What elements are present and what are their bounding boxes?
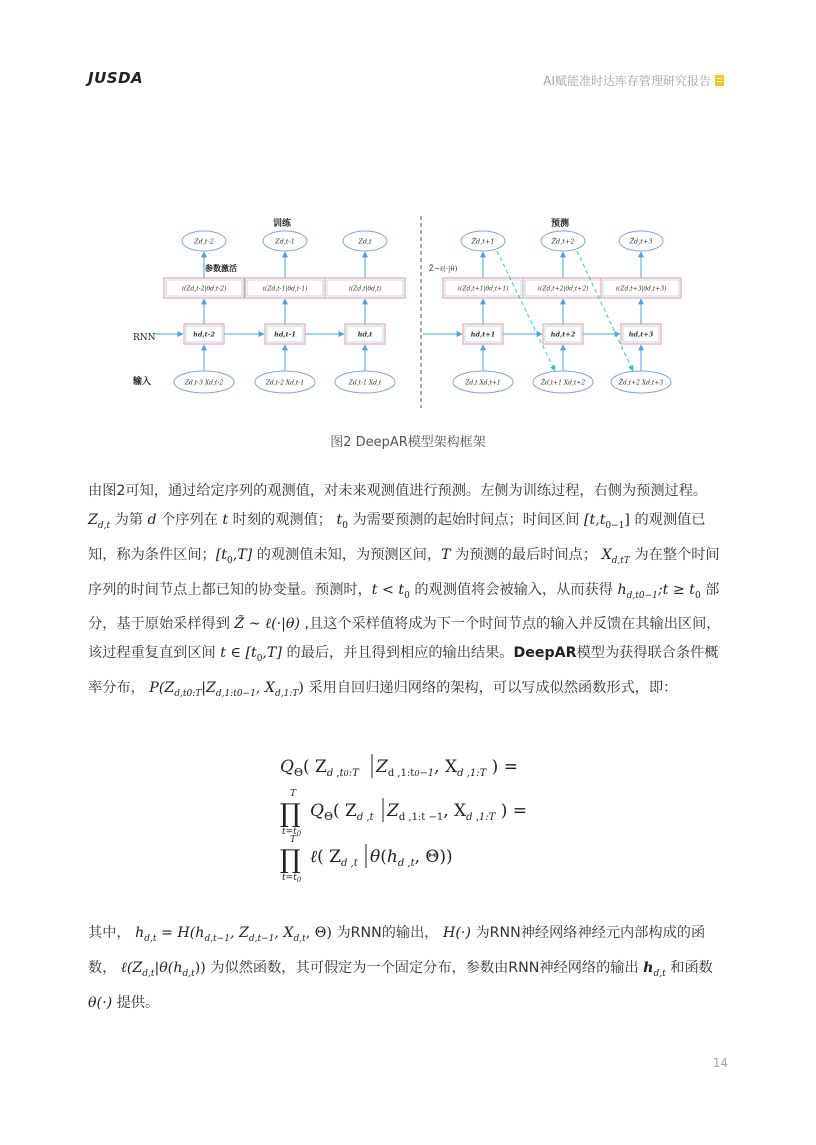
input-label: Zd,t-2 Xd,t-1: [265, 379, 305, 387]
math-end: ,T]: [232, 546, 253, 563]
text-span: 其中，: [88, 925, 131, 941]
predict-title: 预测: [550, 219, 570, 229]
output-label: Z̃d,t+2: [551, 237, 575, 246]
math-sub: 0−1: [605, 520, 625, 531]
math-sub: 0: [694, 590, 701, 601]
output-label: Zd,t-2: [194, 237, 214, 246]
flow-arrow: [577, 251, 633, 371]
document-icon: [715, 75, 724, 86]
svg-text:T: T: [290, 835, 297, 845]
input-label: 输入: [133, 377, 152, 387]
deepar-bold: DeepAR: [513, 645, 577, 662]
flow-arrow: [497, 251, 555, 371]
output-label: Zd,t-1: [275, 237, 295, 246]
math-end: ;t ≥ t: [657, 581, 695, 598]
text-span: 和函数: [670, 959, 713, 976]
math-sub: d,1:T: [275, 689, 299, 700]
math-t0: t: [336, 512, 343, 528]
math-sub: d,t: [182, 968, 195, 979]
hidden-label: hd,t+1: [470, 330, 496, 339]
math-end: ): [298, 680, 304, 697]
equation-line-3: [280, 835, 453, 884]
math-end: )): [194, 959, 206, 976]
svg-text:θ(hd ,t, Θ)): $\theta(h_{d ,t}$, Θ)): [370, 847, 453, 869]
math-d: d: [147, 512, 157, 528]
hidden-label: hd,t-2: [193, 330, 215, 339]
paragraph-definitions: [88, 919, 728, 1018]
math-sub: d,t: [293, 933, 306, 944]
math-end: ,T]: [262, 645, 282, 662]
math-sub: d,1:t0−1: [215, 689, 256, 700]
deepar-architecture-figure: [125, 208, 701, 412]
param-label: 参数激活: [205, 264, 237, 273]
math-sub: d,t: [653, 968, 666, 979]
likelihood-equation: [280, 748, 600, 888]
math-sub: d,t: [97, 520, 111, 531]
svg-text:∏: ∏: [280, 799, 301, 829]
input-label: Z̃d,t+1 Xd,t+2: [540, 379, 586, 387]
page-number: 14: [712, 1056, 728, 1070]
math-end: ]: [624, 512, 630, 528]
likelihood-label: ℓ(Zd,t-2|θd,t-2): [181, 285, 227, 293]
output-label: Z̃d,t+3: [629, 237, 653, 246]
output-label: Zd,t: [358, 237, 372, 246]
math-h: h: [617, 581, 627, 598]
svg-text:∏: ∏: [280, 845, 301, 875]
likelihood-label: ℓ(Zd,t+1|θd,t+1): [457, 285, 509, 293]
text-span: 的观测值将会被输入，从而获得: [414, 581, 613, 598]
text-span: 个序列在: [161, 512, 218, 528]
text-span: 时刻的观测值；: [232, 512, 332, 528]
equation-line-2: [280, 789, 527, 838]
svg-text:t=t0: $t=t_0$: [282, 827, 302, 838]
text-span: 为预测的最后时间点；: [455, 546, 598, 563]
text-span: 的观测值已知，称为条件区间；: [88, 512, 706, 563]
math-z: Z: [88, 512, 98, 528]
text-span: 的观测值未知，为预测区间，: [256, 546, 442, 563]
svg-text:Zd ,1:t −1, Xd ,1:T ) =: $Z_{d ,1:t -1}$, $X_{d ,1:T}$ ) =: [387, 801, 528, 823]
svg-text:QΘ( Zd ,t: $Q_\Theta$( $Z_{d ,t}$: [310, 801, 374, 823]
svg-text:T: T: [290, 789, 297, 799]
hidden-label: hd,t-1: [274, 330, 296, 339]
math-sub: d,t0:T: [174, 689, 202, 700]
math-c: , Z: [229, 925, 249, 941]
report-title: [543, 72, 724, 89]
company-logo: JUSDA: [88, 69, 144, 87]
math-sub: d,tT: [611, 555, 630, 566]
math-sample: Z̃ ~ ℓ(·|θ): [234, 616, 300, 633]
svg-text:ℓ( Zd ,t: ℓ( $Z_{d ,t}$: [310, 847, 358, 869]
hidden-label: hd,t: [357, 330, 373, 339]
text-span: 由图2可知，通过给定序列的观测值，对未来观测值进行预测。左侧为训练过程，右侧为预测过程。: [88, 483, 708, 499]
math-c: , X: [274, 925, 294, 941]
text-span: 为似然函数，其可假定为一个固定分布，参数由RNN神经网络的输出: [210, 959, 639, 976]
math-h: h: [643, 959, 654, 976]
math-sub: d,t: [144, 933, 157, 944]
sample-label: Z̃~ℓ(·|θ): [429, 265, 458, 273]
math-p: P(Z: [149, 680, 175, 697]
math-sub: 0: [256, 654, 263, 665]
text-span: 为在整个时间序列的时间节点上都已知的协变量。预测时，: [88, 546, 720, 598]
math-sub: 0: [342, 520, 348, 531]
math-t: t: [222, 512, 229, 528]
input-label: Zd,t-1 Xd,t: [348, 379, 382, 387]
math-mid: |θ(h: [154, 959, 183, 976]
input-label: Z̃d,t+2 Xd,t+3: [618, 379, 664, 387]
likelihood-label: ℓ(Zd,t-1|θd,t-1): [262, 285, 308, 293]
figure-nodes: [154, 231, 681, 393]
math-sub: d,t−1: [204, 933, 230, 944]
text-span: 提供。: [116, 994, 160, 1011]
text-span: 采用自回归递归网络的架构，可以写成似然函数形式，即：: [308, 680, 678, 697]
math-H: H(·): [442, 925, 471, 941]
text-span: 为第: [114, 512, 144, 528]
rnn-label: RNN: [133, 333, 156, 343]
math-interval: [t,t: [583, 512, 606, 528]
math-sub: 0: [404, 590, 410, 601]
math-h: h: [135, 925, 145, 941]
text-span: ,且这个采样值将成为下一个时间节点的输入并反馈在其输出区间，该过程重复直到区间: [88, 616, 721, 662]
math-sub: d,t0−1: [626, 590, 658, 601]
math-sub: d,t: [142, 968, 155, 979]
math-T: T: [441, 546, 451, 563]
text-span: 为RNN的输出，: [336, 925, 439, 941]
text-span: 为需要预测的起始时间点；时间区间: [352, 512, 580, 528]
math-likelihood: ℓ(Z: [120, 959, 143, 976]
likelihood-label: ℓ(Zd,t+3|θd,t+3): [615, 285, 667, 293]
equation-line-1: [280, 754, 518, 779]
output-label: Z̃d,t+1: [471, 237, 495, 246]
report-title-text: AI赋能准时达库存管理研究报告: [543, 74, 711, 88]
text-span: 为RNN神经网络神经元内部构成的函数，: [88, 925, 706, 976]
math-range: t ∈ [t: [220, 645, 257, 662]
text-span: 部分，基于原始采样得到: [88, 581, 720, 633]
paragraph-explanation: [88, 477, 728, 709]
svg-text:Zd ,1:t0−1, Xd ,1:T ) =: $Z_{d ,1:t}0-1$, $X_{d ,1:T}$ ) =: [376, 757, 518, 779]
math-condition: t < t: [371, 581, 405, 598]
math-sub: d,t−1: [248, 933, 275, 944]
input-label: Zd,t Xd,t+1: [465, 379, 501, 387]
svg-text:t=t0: $t=t_0$: [282, 873, 302, 884]
figure-caption: 图2 DeepAR模型架构框架: [330, 435, 486, 450]
hidden-label: hd,t+3: [628, 330, 654, 339]
input-label: Zd,t-3 Xd,t-2: [184, 379, 224, 387]
math-mid: , X: [255, 680, 275, 697]
math-interval2: [t: [215, 546, 227, 563]
text-span: 模型为获得联合条件概率分布，: [88, 645, 719, 697]
train-title: 训练: [272, 219, 292, 229]
likelihood-label: ℓ(Zd,t+2|θd,t+2): [537, 285, 589, 293]
math-end: , Θ): [305, 925, 332, 941]
text-span: 的最后，并且得到相应的输出结果。: [286, 645, 514, 662]
hidden-label: hd,t+2: [550, 330, 576, 339]
svg-text:QΘ( Zd ,t0:T: $Q_\Theta$( $Z_{d ,t}0:T$: [280, 757, 359, 779]
math-sub: 0: [226, 555, 233, 566]
math-theta: θ(·): [88, 994, 113, 1011]
math-mid: |Z: [201, 680, 216, 697]
likelihood-label: ℓ(Zd,t|θd,t): [348, 285, 382, 293]
math-x: X: [601, 546, 612, 563]
math-eq: = H(h: [156, 925, 205, 941]
